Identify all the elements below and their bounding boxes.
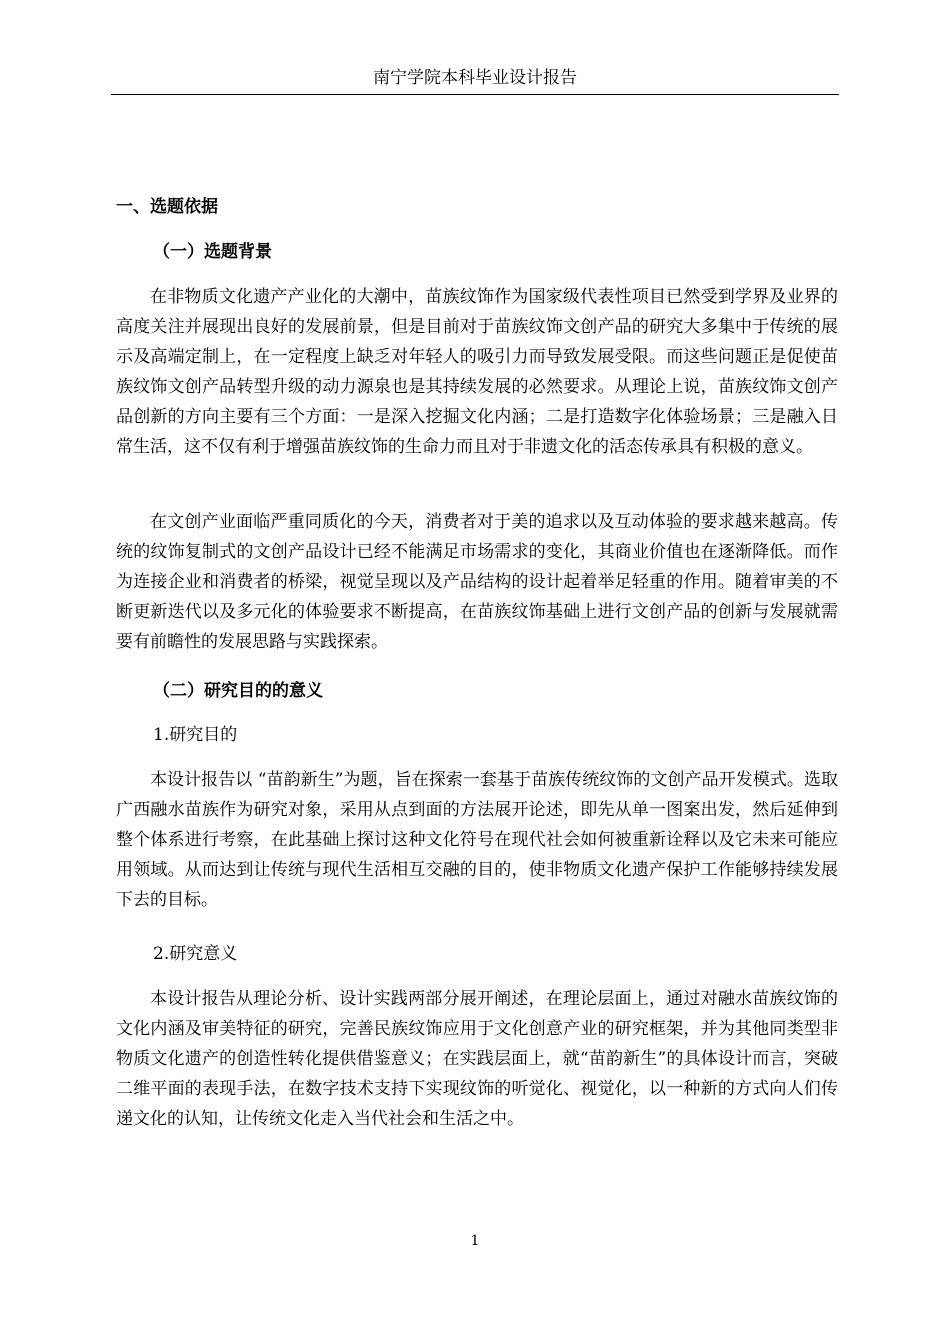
subsection-heading-purpose-significance: （二）研究目的的意义: [153, 681, 323, 701]
section-heading-topic-basis: 一、选题依据: [116, 197, 218, 217]
page-header-title: 南宁学院本科毕业设计报告: [373, 68, 577, 88]
research-purpose-paragraph: 本设计报告以 “苗韵新生”为题，旨在探索一套基于苗族传统纹饰的文创产品开发模式。选取广西融水苗族作为研究对象，采用从点到面的方法展开论述，即先从单一图案出发，然后延伸到整个体系进行考察，在此基础上探讨这种文化符号在现代社会如何被重新诠释以及它未来可能应用领域。从而达到让传统与现代生活相互交融的目的，使非物质文化遗产保护工作能够持续发展下去的目标。: [116, 770, 838, 910]
subsection-heading-background: （一）选题背景: [153, 242, 272, 262]
background-paragraph-2: 在文创产业面临严重同质化的今天，消费者对于美的追求以及互动体验的要求越来越高。传统的纹饰复制式的文创产品设计已经不能满足市场需求的变化，其商业价值也在逐渐降低。而作为连接企业和消费者的桥梁，视觉呈现以及产品结构的设计起着举足轻重的作用。随着审美的不断更新迭代以及多元化的体验要求不断提高，在苗族纹饰基础上进行文创产品的创新与发展就需要有前瞻性的发展思路与实践探索。: [116, 512, 838, 652]
header-divider: [111, 94, 839, 95]
heading-research-purpose: 1.研究目的: [153, 725, 238, 745]
research-significance-paragraph: 本设计报告从理论分析、设计实践两部分展开阐述，在理论层面上，通过对融水苗族纹饰的文化内涵及审美特征的研究，完善民族纹饰应用于文化创意产业的研究框架，并为其他同类型非物质文化遗产的创造性转化提供借鉴意义；在实践层面上，就“苗韵新生”的具体设计而言，突破二维平面的表现手法，在数字技术支持下实现纹饰的听觉化、视觉化，以一种新的方式向人们传递文化的认知，让传统文化走入当代社会和生活之中。: [116, 989, 838, 1129]
heading-research-significance: 2.研究意义: [153, 944, 238, 964]
page-number: 1: [470, 1233, 480, 1249]
background-paragraph-1: 在非物质文化遗产产业化的大潮中，苗族纹饰作为国家级代表性项目已然受到学界及业界的高度关注并展现出良好的发展前景，但是目前对于苗族纹饰文创产品的研究大多集中于传统的展示及高端定制上，在一定程度上缺乏对年轻人的吸引力而导致发展受限。而这些问题正是促使苗族纹饰文创产品转型升级的动力源泉也是其持续发展的必然要求。从理论上说，苗族纹饰文创产品创新的方向主要有三个方面：一是深入挖掘文化内涵；二是打造数字化体验场景；三是融入日常生活，这不仅有利于增强苗族纹饰的生命力而且对于非遗文化的活态传承具有积极的意义。: [116, 287, 838, 457]
